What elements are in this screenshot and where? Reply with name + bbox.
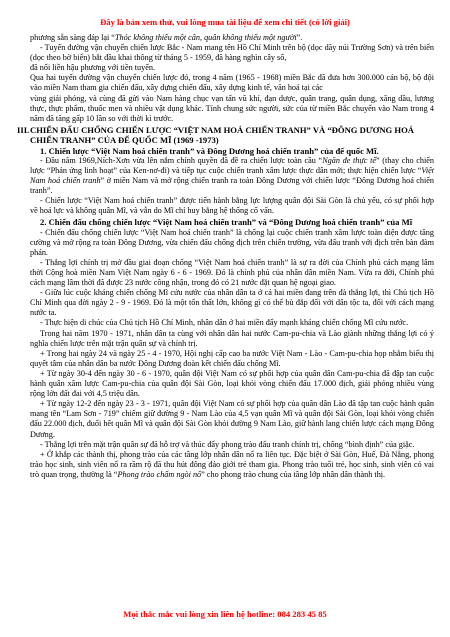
paragraph: Qua hai tuyến đường vận chuyển chiến lược đó, trong 4 năm (1965 - 1968) miền Bắc đã đưa hơn 300.000 cán bộ, bộ đội vào miền Nam tham gia chiến đấu, xây dựng chiến đấu, xây dựng kinh tế, văn hoá tại các (30, 73, 434, 93)
document-body (17, 33, 434, 480)
paragraph: vùng giải phóng, và cùng đã gửi vào Nam hàng chục vạn tấn vũ khí, đạn dược, quân trang, quân dụng, xăng dầu, lương thực, thực phẩm, thuốc men và nhiều vật dụng khác. Tính chung sức người, sức của từ miền Bắc chuyển vào Nam trong 4 năm đã tăng gấp 10 lần so với thời kì trước. (30, 93, 434, 123)
subsection-title: 2. Chiến đấu chống chiến lược “Việt Nam hoá chiến tranh” và “Đông Dương hoá chiến tranh” của Mĩ (40, 217, 413, 228)
preview-banner: Đây là bản xem thử, vui lòng mua tài liệu để xem chi tiết (có lời giải) (100, 17, 350, 27)
paragraph: - Thắng lợi chính trị mở đầu giai đoạn chống “Việt Nam hoá chiến tranh” là sự ra đời của Chính phủ cách mạng lâm thời Cộng hoà miền Nam Việt Nam ngày 6 - 6 - 1969. Đó là chính phủ của nhân dân miền Nam. Vừa ra đời, Chính phủ cách mạng lâm thời đã được 23 nước công nhận, trong đó có 21 nước đặt quan hệ ngoại giao. (30, 257, 434, 288)
section-number: III. (17, 124, 30, 135)
section-title: CHIẾN ĐẤU CHỐNG CHIẾN LƯỢC “VIỆT NAM HOÁ CHIẾN TRANH” VÀ “ĐÔNG DƯƠNG HOÁ CHIẾN TRANH” CỦA ĐẾ QUỐC MĨ (1969 -1973) (30, 124, 414, 146)
paragraph: đã nối liền hậu phương với tiền tuyến. (30, 63, 155, 73)
paragraph: - Chiến đấu chống chiến lược “Việt Nam hoá chiến tranh” là chống lại cuộc chiến tranh xâm lược toàn diện được tăng cường và mở rộng ra toàn Đông Dương, vừa chiến đấu chống địch trên chiến trường, vừa đấu tranh với địch trên bàn đàm phán. (30, 227, 434, 257)
section-heading (17, 124, 434, 146)
paragraph: + Từ ngày 12-2 đến ngày 23 - 3 - 1971, quân đội Việt Nam có sự phối hợp của quân dân Lào đã tập tan cuộc hành quân mang tên “Lam Sơn - 719” chiếm giữ đường 9 - Nam Lào của 4,5 vạn quân Mĩ và quân đội Sài Gòn, loại khỏi vòng chiến đấu 22.000 địch, đuổi hết quân Mĩ và quân đội Sài Gòn khỏi đường 9 Nam Lào, giữ hành lang chiến lược cách mạng Đông Dương. (30, 399, 434, 439)
paragraph: - Chiến lược “Việt Nam hoá chiến tranh” được tiến hành bằng lực lượng quân đội Sài Gòn là chủ yếu, có sự phối hợp về hoả lực và không quân Mĩ, và vẫn do Mĩ chỉ huy bằng hệ thống cố vấn. (30, 196, 434, 216)
paragraph: phương sẵn sàng đáp lại “Thóc không thiếu một cân, quân không thiếu một người”. (30, 33, 303, 42)
paragraph: - Thực hiện di chúc của Chủ tịch Hồ Chí Minh, nhân dân ở hai miền đẩy mạnh kháng chiến chống Mĩ cứu nước. (40, 318, 409, 328)
paragraph: + Ở khắp các thành thị, phong trào của các tầng lớp nhân dân nổ ra liên tục. Đặc biệt ở Sài Gòn, Huế, Đà Nẵng, phong trào học sinh, sinh viên nổ ra rầm rộ đã thu hút đông đảo giới trẻ tham gia. Phong trào tuổi trẻ, học sinh, sinh viên có vai trò quan trọng, thường là “Phong trào chấm ngòi nổ” cho phong trào chung của tầng lớp nhân dân thành thị. (30, 449, 434, 479)
paragraph: + Từ ngày 30-4 đến ngày 30 - 6 - 1970, quân đội Việt Nam có sự phối hợp của quân dân Cam-pu-chia đã đập tan cuộc hành quân xâm lược Cam-pu-chia của quân đội Sài Gòn, loại khỏi vòng chiến đấu 17.000 địch, giải phóng nhiều vùng rộng lớn đất đai với 4,5 triệu dân. (30, 368, 434, 399)
paragraph: - Đầu năm 1969,Ních-Xơn vừa lên nắm chính quyền đã đề ra chiến lược toàn cầu “Ngăn đe thực tế” (thay cho chiến lược “Phản ứng linh hoạt” của Ken-nơ-đi) và tiếp tục cuộc chiến tranh xâm lược thực dân mới; thực hiện chiến lược “Việt Nam hoá chiến tranh” ở miền Nam và mở rộng chiến tranh ra toàn Đông Dương với chiến lược “Đông Dương hoá chiến tranh”. (30, 155, 434, 196)
paragraph: + Trong hai ngày 24 và ngày 25 - 4 - 1970, Hội nghị cấp cao ba nước Việt Nam - Lào - Cam-pu-chia họp nhằm biểu thị quyết tâm của nhân dân ba nước Đông Dương đoàn kết chiến đấu chống Mĩ. (30, 348, 434, 368)
paragraph: - Giữa lúc cuộc kháng chiến chống Mĩ cứu nước của nhân dân ta ở cả hai miền đang trên đà thắng lợi, thì Chủ tịch Hồ Chí Minh qua đời ngày 2 - 9 - 1969. Đó là một tổn thất lớn, không gì có thể bù đắp đối với dân tộc ta, đối với cách mạng nước ta. (30, 288, 434, 318)
paragraph: Trong hai năm 1970 - 1971, nhân dân ta cùng với nhân dân hai nước Cam-pu-chia và Lào giành những thắng lợi có ý nghĩa chiến lược trên mặt trận quân sự và chính trị. (30, 328, 434, 348)
subsection-title: 1. Chiến lược “Việt Nam hoá chiến tranh” và Đông Dương hoá chiến tranh” của đế quốc Mĩ. (40, 145, 379, 156)
hotline-banner: Mọi thắc mắc vui lòng xin liên hệ hotline: 084 283 45 85 (123, 609, 327, 619)
paragraph: - Thắng lợi trên mặt trận quân sự đã hỗ trợ và thúc đẩy phong trào đấu tranh chính trị, chống “bình định” của giặc. (40, 439, 415, 449)
paragraph: - Tuyến đường vận chuyển chiến lược Bắc - Nam mang tên Hồ Chí Minh trên bộ (dọc dãy núi Trường Sơn) và trên biển (dọc theo bờ biển) bắt đầu khai thông từ tháng 5 - 1959, đã hàng nghìn cây số, (30, 43, 434, 63)
